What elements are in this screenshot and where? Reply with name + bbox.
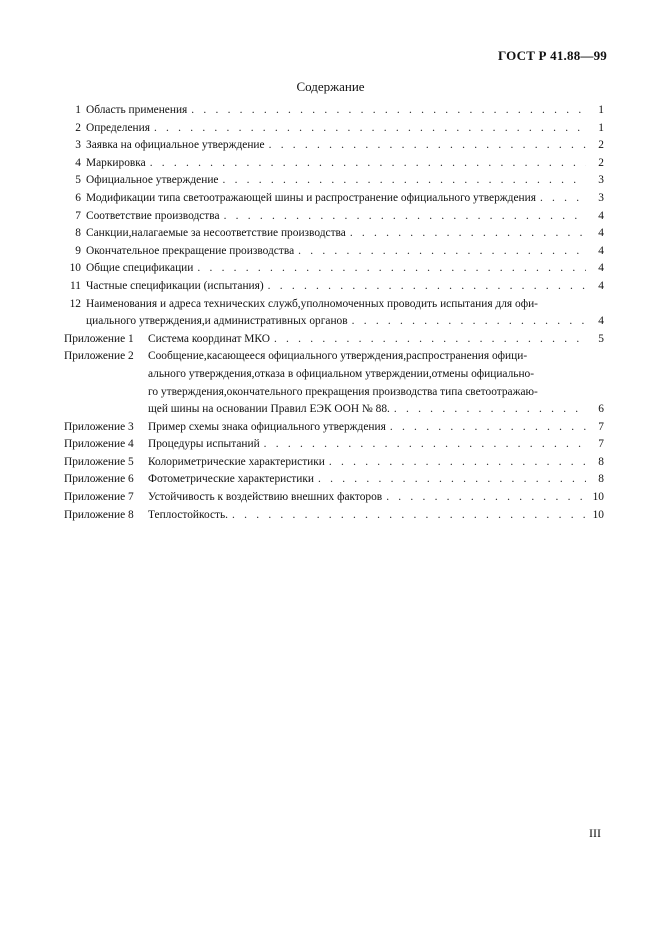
- appendix-page: 8: [598, 455, 604, 468]
- appendix-page: 8: [598, 473, 604, 486]
- toc-entry-page: 2: [598, 156, 604, 169]
- leader-dots: [150, 155, 586, 173]
- toc-entry-page: 4: [598, 227, 604, 240]
- appendix-page: 7: [598, 438, 604, 451]
- toc-entry-title: Частные спецификации (испытания): [86, 279, 264, 292]
- toc-entry-page: 4: [598, 209, 604, 222]
- toc-appendix-4[interactable]: [64, 436, 604, 454]
- appendix-label: Приложение 8: [64, 508, 134, 521]
- toc-entry-title: Официальное утверждение: [86, 174, 219, 187]
- appendix-page: 10: [592, 491, 604, 504]
- toc-appendix-6[interactable]: [64, 471, 604, 489]
- leader-dots: [318, 471, 586, 489]
- appendix-title-line: Сообщение,касающееся официального утверждения,распространения офици-: [148, 350, 528, 363]
- appendix-page: 6: [598, 403, 604, 416]
- toc-entry-title: Модификации типа светоотражающей шины и распространение официального утверждения: [86, 191, 536, 204]
- toc-entry-page: 4: [598, 244, 604, 257]
- toc-entry-number: 9: [75, 244, 81, 257]
- leader-dots: [540, 190, 586, 208]
- appendix-title: Система координат МКО: [148, 332, 270, 345]
- toc-entry-number: 4: [75, 156, 81, 169]
- toc-appendix-5[interactable]: [64, 454, 604, 472]
- toc-entry-page: 2: [598, 139, 604, 152]
- leader-dots: [329, 454, 586, 472]
- toc-entry-title: Определения: [86, 121, 150, 134]
- appendix-label: Приложение 6: [64, 473, 134, 486]
- table-of-contents: [64, 102, 604, 524]
- toc-entry-page: 3: [598, 174, 604, 187]
- leader-dots: [390, 419, 586, 437]
- toc-entry-page: 1: [598, 104, 604, 116]
- toc-entry-number: 8: [75, 227, 81, 240]
- toc-entry-title: Заявка на официальное утверждение: [86, 139, 265, 152]
- appendix-title: Пример схемы знака официального утверждения: [148, 420, 386, 433]
- toc-entry-page: 3: [598, 191, 604, 204]
- toc-entry-7[interactable]: [64, 208, 604, 226]
- toc-entry-number: 12: [69, 297, 81, 310]
- toc-entry-number: 6: [75, 191, 81, 204]
- document-code-header: ГОСТ Р 41.88—99: [498, 48, 607, 63]
- toc-entry-title: Общие спецификации: [86, 262, 194, 275]
- appendix-title: Процедуры испытаний: [148, 438, 260, 451]
- toc-entry-title: Санкции,налагаемые за несоответствие производства: [86, 227, 346, 240]
- toc-entry-12[interactable]: [64, 296, 604, 331]
- leader-dots: [154, 120, 586, 138]
- leader-dots: [224, 208, 586, 226]
- toc-entry-11[interactable]: [64, 278, 604, 296]
- toc-entry-8[interactable]: [64, 225, 604, 243]
- appendix-label: Приложение 1: [64, 332, 134, 345]
- toc-appendix-7[interactable]: [64, 489, 604, 507]
- page-number: III: [589, 826, 601, 840]
- toc-entry-number: 11: [70, 279, 81, 292]
- toc-entry-number: 3: [75, 139, 81, 152]
- appendix-label: Приложение 7: [64, 491, 134, 504]
- appendix-title-line: щей шины на основании Правил ЕЭК ООН № 88.: [148, 403, 390, 416]
- leader-dots: [386, 489, 586, 507]
- toc-entry-page: 4: [598, 315, 604, 328]
- toc-entry-4[interactable]: [64, 155, 604, 173]
- appendix-page: 7: [598, 420, 604, 433]
- leader-dots: [264, 436, 586, 454]
- toc-entry-6[interactable]: [64, 190, 604, 208]
- appendix-title-line: ального утверждения,отказа в официальном утверждении,отмены официально-: [148, 367, 535, 380]
- leader-dots: [274, 331, 586, 349]
- appendix-title-line: го утверждения,окончательного прекращения производства типа светоотражаю-: [148, 385, 538, 398]
- leader-dots: [352, 313, 586, 331]
- toc-entry-10[interactable]: [64, 260, 604, 278]
- appendix-label: Приложение 3: [64, 420, 134, 433]
- toc-entry-page: 4: [598, 279, 604, 292]
- toc-entry-5[interactable]: [64, 172, 604, 190]
- toc-entry-3[interactable]: [64, 137, 604, 155]
- toc-entry-1[interactable]: [64, 102, 604, 120]
- toc-entry-9[interactable]: [64, 243, 604, 261]
- appendix-page: 10: [592, 508, 604, 521]
- appendix-title: Фотометрические характеристики: [148, 473, 314, 486]
- leader-dots: [191, 102, 586, 120]
- appendix-title: Теплостойкость.: [148, 508, 229, 521]
- toc-entry-number: 7: [75, 209, 81, 222]
- toc-entry-title: Маркировка: [86, 156, 146, 169]
- leader-dots: [222, 172, 586, 190]
- toc-entry-number: 2: [75, 121, 81, 134]
- toc-appendix-1[interactable]: [64, 331, 604, 349]
- leader-dots: [232, 507, 586, 525]
- toc-title: Содержание: [296, 79, 365, 94]
- appendix-title: Колориметрические характеристики: [148, 455, 325, 468]
- appendix-label: Приложение 4: [64, 438, 134, 451]
- toc-appendix-2[interactable]: [64, 348, 604, 418]
- toc-entry-number: 10: [69, 262, 81, 275]
- toc-appendix-8[interactable]: [64, 507, 604, 525]
- leader-dots: [298, 243, 586, 261]
- toc-entry-2[interactable]: [64, 120, 604, 138]
- appendix-label: Приложение 2: [64, 350, 134, 363]
- leader-dots: [269, 137, 586, 155]
- toc-appendix-3[interactable]: [64, 419, 604, 437]
- appendix-page: 5: [598, 332, 604, 345]
- toc-entry-number: 5: [75, 174, 81, 187]
- toc-entry-title: Область применения: [86, 104, 188, 116]
- appendix-label: Приложение 5: [64, 455, 134, 468]
- leader-dots: [197, 260, 586, 278]
- leader-dots: [394, 401, 586, 419]
- leader-dots: [268, 278, 586, 296]
- leader-dots: [350, 225, 586, 243]
- toc-entry-title-line: Наименования и адреса технических служб,уполномоченных проводить испытания для офи-: [86, 297, 538, 310]
- toc-entry-title: Соответствие производства: [86, 209, 220, 222]
- toc-entry-page: 1: [598, 121, 604, 134]
- appendix-title: Устойчивость к воздействию внешних факторов: [148, 491, 383, 504]
- toc-entry-number: 1: [75, 104, 81, 116]
- toc-entry-title: Окончательное прекращение производства: [86, 244, 295, 257]
- toc-entry-page: 4: [598, 262, 604, 275]
- toc-entry-title-line: циального утверждения,и административных органов: [86, 315, 348, 328]
